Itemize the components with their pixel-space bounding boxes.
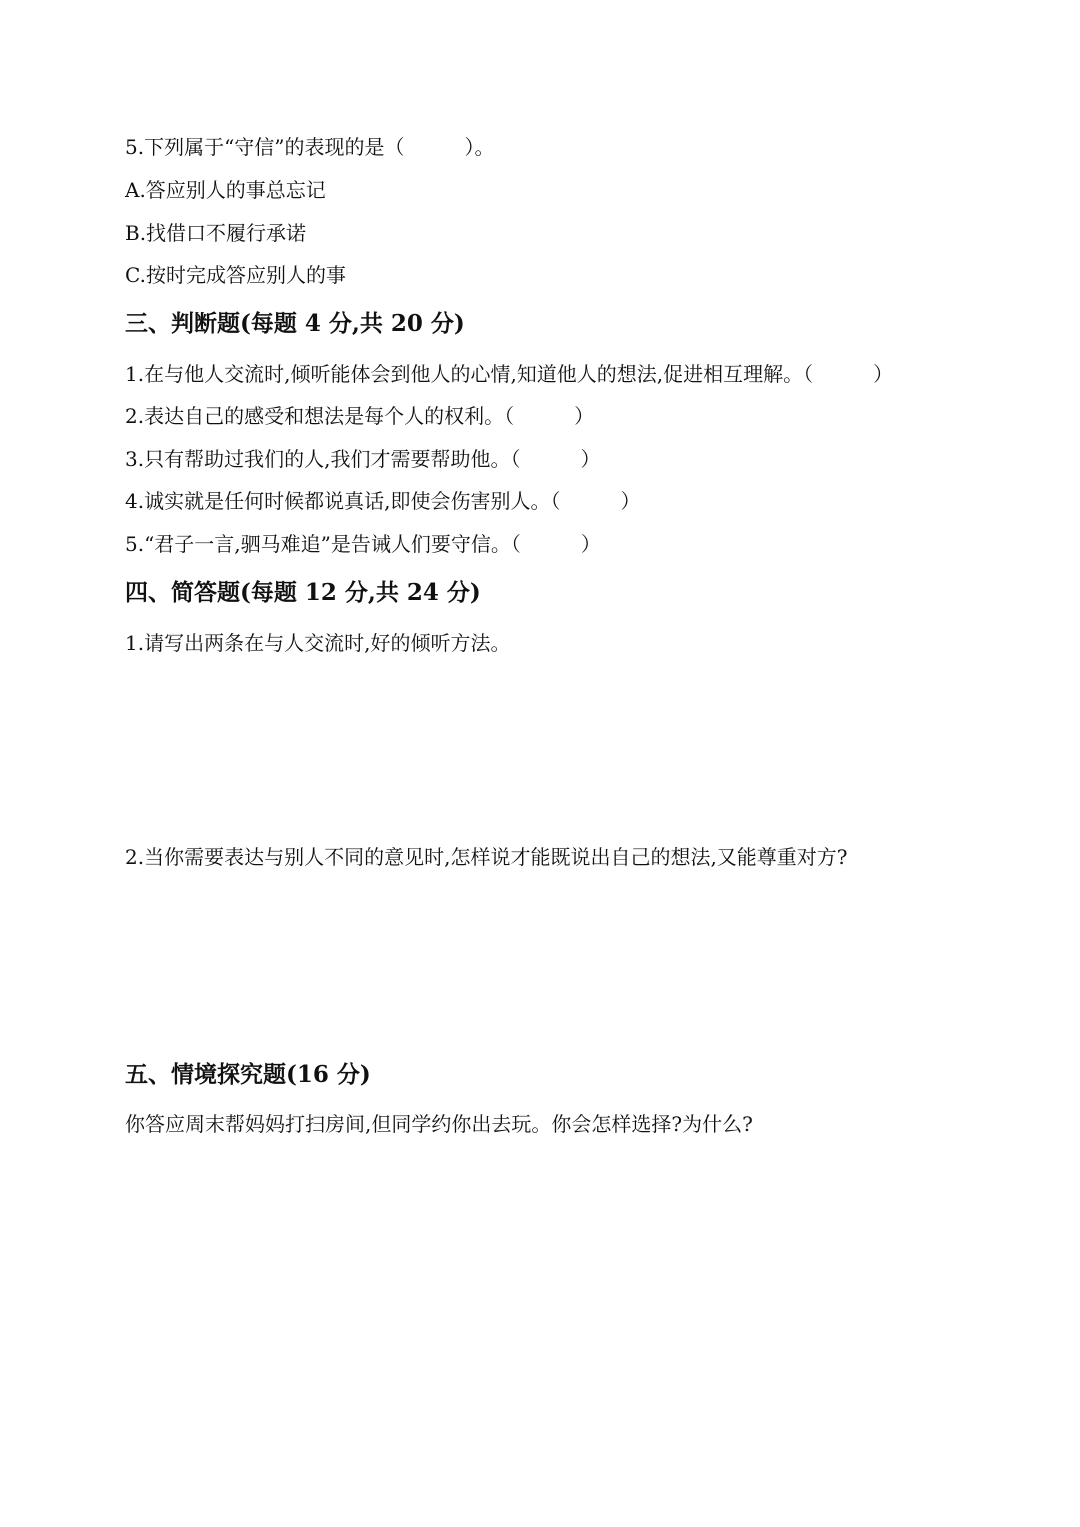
judgment-item-2: 2.表达自己的感受和想法是每个人的权利。（ ） [125,404,595,428]
section-5-heading: 五、情境探究题(16 分) [125,1061,371,1088]
section-3-heading: 三、判断题(每题 4 分,共 20 分) [125,310,465,337]
answer-space-1[interactable] [125,665,955,835]
judgment-item-3: 3.只有帮助过我们的人,我们才需要帮助他。（ ） [125,447,601,471]
judgment-item-4: 4.诚实就是任何时候都说真话,即使会伤害别人。（ ） [125,489,641,513]
mc-option-b: B.找借口不履行承诺 [125,221,307,245]
section-4-heading: 四、简答题(每题 12 分,共 24 分) [125,579,481,606]
judgment-item-5: 5.“君子一言,驷马难追”是告诫人们要守信。（ ） [125,532,601,556]
mc-option-a: A.答应别人的事总忘记 [125,178,326,202]
answer-space-2[interactable] [125,880,955,1050]
mc-option-c: C.按时完成答应别人的事 [125,263,346,287]
mc-question-5: 5.下列属于“守信”的表现的是（ ）。 [125,135,495,159]
short-answer-question-1: 1.请写出两条在与人交流时,好的倾听方法。 [125,631,511,655]
short-answer-question-2: 2.当你需要表达与别人不同的意见时,怎样说才能既说出自己的想法,又能尊重对方? [125,845,848,869]
judgment-item-1: 1.在与他人交流时,倾听能体会到他人的心情,知道他人的想法,促进相互理解。（ ） [125,362,894,386]
answer-space-3[interactable] [125,1150,955,1480]
scenario-question: 你答应周末帮妈妈打扫房间,但同学约你出去玩。你会怎样选择?为什么? [125,1112,753,1136]
